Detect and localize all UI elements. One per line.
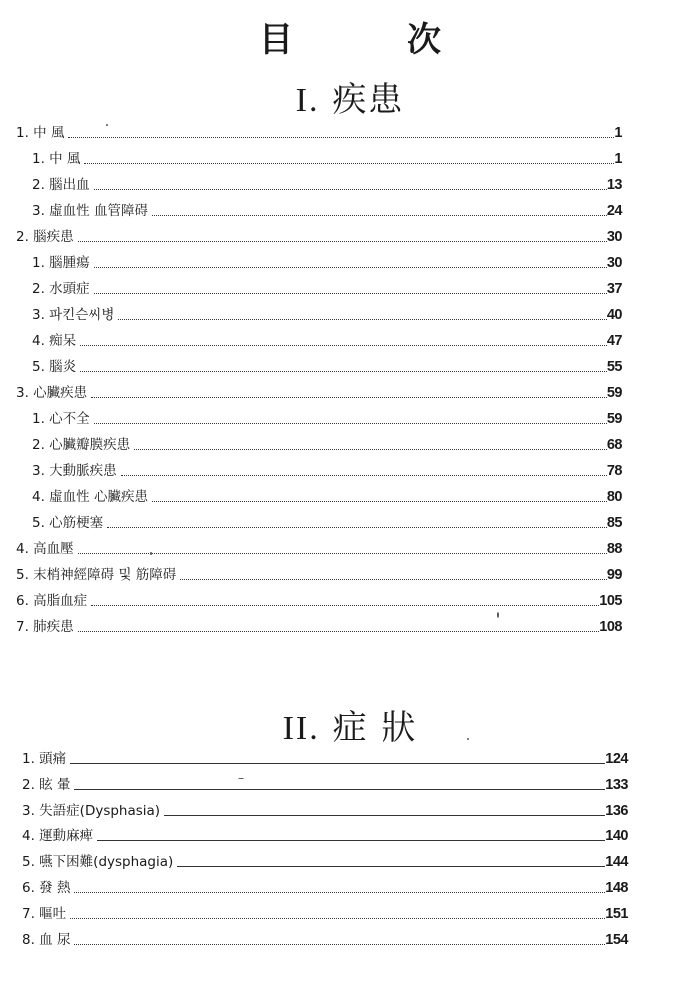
- toc-entry: [32, 354, 622, 376]
- toc-entry: [22, 798, 628, 820]
- toc-entry-page-number: 148: [605, 880, 628, 896]
- toc-entry-page-number: 108: [599, 619, 622, 635]
- leader-dots: [91, 396, 607, 398]
- section-heading-diseases: [0, 72, 700, 121]
- toc-entry: [16, 588, 622, 610]
- toc-entry-label: 1. 腦腫瘍: [32, 255, 90, 271]
- leader-dots: [74, 891, 605, 893]
- toc-entry-page-number: 78: [606, 463, 622, 479]
- toc-entry: [32, 510, 622, 532]
- toc-entry-label: 3. 大動脈疾患: [32, 463, 117, 479]
- toc-entry-page-number: 136: [605, 802, 628, 819]
- toc-entry: [32, 276, 622, 298]
- leader-dots: [80, 344, 607, 346]
- leader-dots: [177, 865, 605, 867]
- scan-speck: [497, 612, 499, 618]
- page-title: 目 次: [259, 20, 481, 60]
- toc-entry-label: 5. 心筋梗塞: [32, 515, 104, 531]
- leader-dots: [121, 474, 607, 476]
- toc-entry: [16, 562, 622, 584]
- toc-entry-page-number: 13: [606, 177, 622, 193]
- toc-entry: [16, 614, 622, 636]
- toc-entry-page-number: 140: [605, 828, 628, 845]
- leader-dots: [70, 762, 605, 764]
- leader-dots: [180, 578, 607, 580]
- toc-entry-page-number: 37: [606, 281, 622, 297]
- leader-dots: [107, 526, 607, 528]
- toc-entry: [22, 901, 628, 923]
- section-title: 症 狀: [332, 708, 418, 748]
- toc-entry-label: 2. 腦疾患: [16, 229, 74, 245]
- toc-entry-page-number: 154: [605, 931, 628, 948]
- scan-speck: [467, 738, 469, 740]
- leader-dots: [152, 500, 607, 502]
- toc-entry-page-number: 59: [606, 411, 622, 427]
- leader-dots: [118, 318, 606, 320]
- leader-dots: [94, 422, 607, 424]
- leader-dots: [164, 814, 605, 816]
- toc-entry-label: 2. 眩 暈: [22, 776, 71, 793]
- toc-entry: [22, 875, 628, 897]
- toc-entry: [32, 172, 622, 194]
- toc-entry-page-number: 68: [606, 437, 622, 453]
- leader-dots: [94, 266, 607, 268]
- leader-dots: [152, 214, 607, 216]
- toc-entry-page-number: 80: [606, 489, 622, 505]
- toc-entry-label: 4. 高血壓: [16, 541, 74, 557]
- toc-entry: [32, 146, 622, 168]
- toc-entry-label: 1. 頭痛: [22, 751, 67, 767]
- leader-dots: [70, 917, 605, 919]
- toc-entry-page-number: 1: [614, 151, 622, 167]
- toc-entry-label: 7. 肺疾患: [16, 619, 74, 635]
- toc-entry: [16, 536, 622, 558]
- toc-entry: [32, 198, 622, 220]
- leader-dots: [94, 188, 607, 190]
- section-numeral: II.: [282, 710, 320, 747]
- toc-entry-page-number: 99: [606, 567, 622, 583]
- toc-entry-page-number: 144: [605, 854, 628, 871]
- toc-entry-label: 1. 心不全: [32, 411, 90, 427]
- toc-entry-page-number: 88: [606, 541, 622, 557]
- scan-speck: [238, 778, 244, 779]
- leader-dots: [78, 630, 600, 632]
- toc-entry-label: 2. 心臟瓣膜疾患: [32, 437, 131, 453]
- toc-entry: [22, 823, 628, 845]
- toc-entry-label: 1. 中 風: [16, 125, 65, 141]
- toc-entry-page-number: 1: [614, 125, 622, 141]
- scan-speck: [106, 124, 108, 126]
- toc-entry-label: 6. 發 熱: [22, 880, 71, 896]
- toc-entry: [32, 458, 622, 480]
- leader-dots: [78, 240, 607, 242]
- toc-entry: [32, 250, 622, 272]
- toc-entry: [22, 746, 628, 768]
- leader-dots: [94, 292, 607, 294]
- toc-entry-label: 8. 血 尿: [22, 931, 71, 948]
- leader-dots: [68, 136, 614, 138]
- toc-entry-page-number: 105: [599, 593, 622, 609]
- toc-entry: [16, 224, 622, 246]
- toc-entry-label: 5. 末梢神經障碍 및 筋障碍: [16, 567, 177, 583]
- toc-entry-label: 7. 嘔吐: [22, 905, 67, 922]
- leader-dots: [80, 370, 607, 372]
- toc-entry: [32, 484, 622, 506]
- leader-dots: [134, 448, 607, 450]
- toc-entry: [32, 328, 622, 350]
- toc-entry-page-number: 133: [605, 776, 628, 793]
- toc-entry: [16, 380, 622, 402]
- toc-entry: [32, 432, 622, 454]
- toc-entry-page-number: 85: [606, 515, 622, 531]
- toc-entry: [22, 849, 628, 871]
- toc-entry-page-number: 124: [605, 751, 628, 767]
- toc-entry-label: 6. 高脂血症: [16, 593, 88, 609]
- toc-entry-label: 4. 痴呆: [32, 333, 77, 349]
- toc-entry-label: 5. 腦炎: [32, 359, 77, 375]
- leader-dots: [74, 788, 605, 790]
- toc-entry-label: 3. 虛血性 血管障碍: [32, 203, 148, 219]
- toc-entry: [22, 772, 628, 794]
- toc-entry: [32, 406, 622, 428]
- toc-entry-page-number: 59: [606, 385, 622, 401]
- toc-entry: [22, 927, 628, 949]
- section-heading-symptoms: [0, 700, 700, 749]
- toc-entry-label: 1. 中 風: [32, 151, 81, 167]
- toc-entry-label: 2. 腦出血: [32, 177, 90, 193]
- toc-entry-page-number: 30: [606, 255, 622, 271]
- toc-entry-label: 4. 虛血性 心臟疾患: [32, 489, 148, 505]
- toc-entry-label: 3. 파킨슨씨병: [32, 307, 115, 323]
- toc-entry-page-number: 55: [606, 359, 622, 375]
- toc-entry-label: 3. 心臟疾患: [16, 385, 88, 401]
- leader-dots: [97, 839, 605, 841]
- leader-dots: [74, 943, 605, 945]
- toc-entry-page-number: 24: [606, 203, 622, 219]
- toc-entry-label: 4. 運動麻痺: [22, 828, 94, 845]
- leader-dots: [84, 162, 614, 164]
- leader-dots: [78, 552, 607, 554]
- section-title: 疾患: [332, 80, 405, 120]
- toc-entry-page-number: 47: [606, 333, 622, 349]
- toc-entry-page-number: 40: [606, 307, 622, 323]
- toc-entry: [32, 302, 622, 324]
- toc-entry-label: 2. 水頭症: [32, 281, 90, 297]
- leader-dots: [91, 604, 599, 606]
- toc-entry-page-number: 151: [605, 905, 628, 922]
- toc-entry-label: 5. 嚥下困難(dysphagia): [22, 854, 174, 871]
- toc-entry-page-number: 30: [606, 229, 622, 245]
- section-numeral: I.: [295, 82, 320, 119]
- scan-speck: [150, 552, 152, 555]
- toc-entry-label: 3. 失語症(Dysphasia): [22, 802, 161, 819]
